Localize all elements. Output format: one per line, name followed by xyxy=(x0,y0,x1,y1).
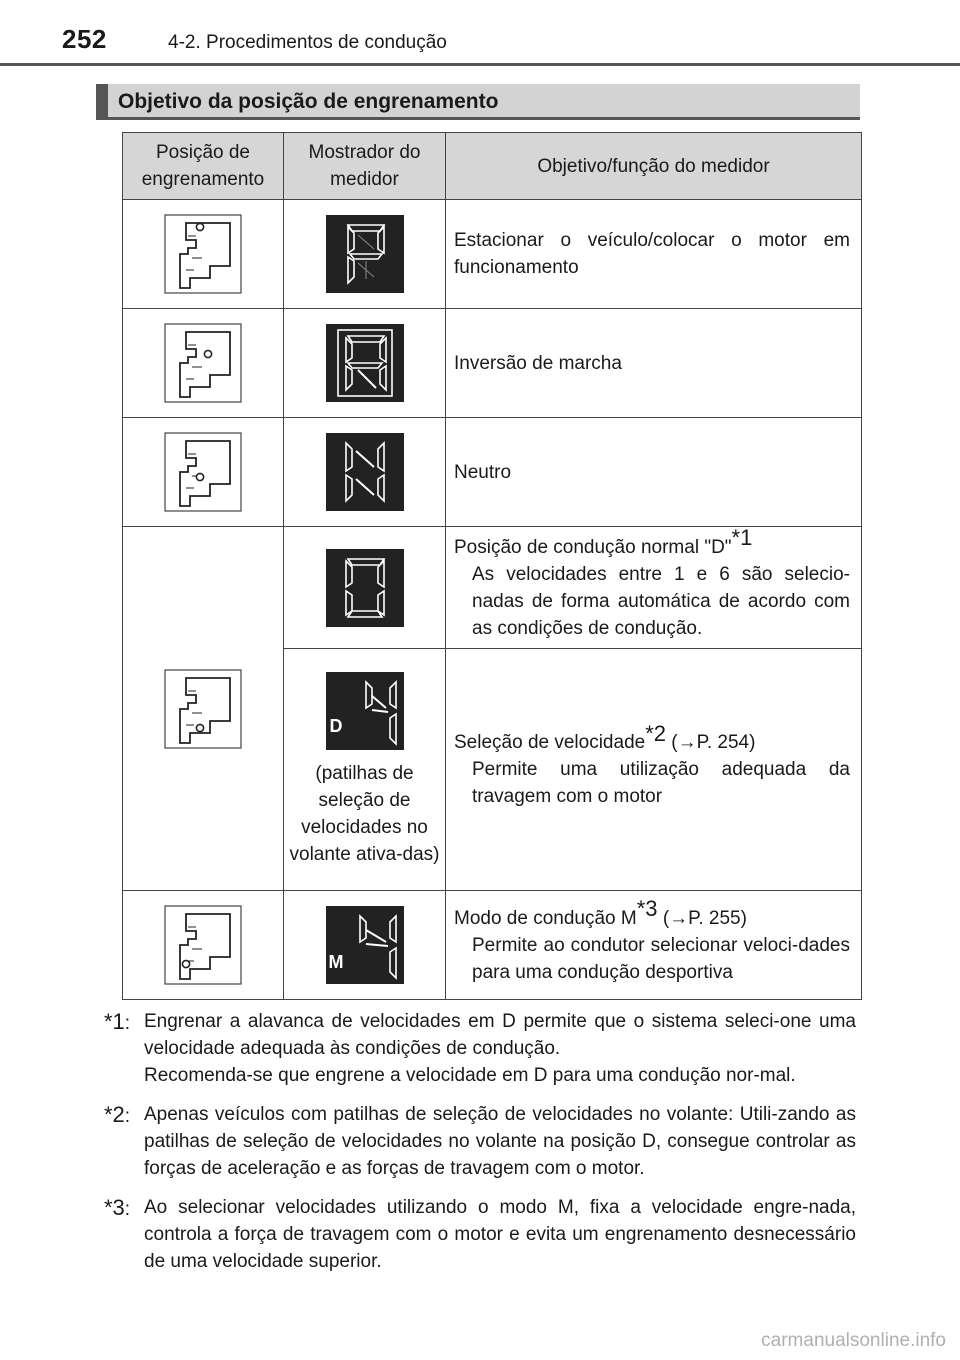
shift-gate-p-icon xyxy=(164,214,242,294)
row-d4-description xyxy=(446,649,862,891)
section-title: Objetivo da posição de engrenamento xyxy=(118,90,499,113)
footnote-3: *3: Ao selecionar velocidades utilizando o modo M, fixa a velocidade engre-nada, controla a força de travagem com o motor e evita um engrenamento desnecessário de uma velocidade superior. xyxy=(104,1194,856,1275)
footnote-ref-2: *2 xyxy=(645,720,666,746)
row-m-description xyxy=(446,891,862,1000)
row-d4-detail: Permite uma utilização adequada da travagem com o motor xyxy=(472,759,850,807)
page-number: 252 xyxy=(62,24,107,54)
shift-gate-d-icon xyxy=(164,669,242,749)
row-d4-title: Seleção de velocidade xyxy=(454,732,646,753)
footnote-ref-1: *1 xyxy=(731,525,753,551)
table-row xyxy=(123,891,862,1000)
footnotes xyxy=(104,1008,856,1287)
footnote-1-paragraph: Engrenar a alavanca de velocidades em D permite que o sistema seleci-one uma velocidade adequada às condições de condução. xyxy=(144,1011,856,1059)
shift-gate-m-icon xyxy=(164,905,242,985)
display-prefix-m: M xyxy=(328,952,344,972)
table-row xyxy=(123,527,862,649)
header-position: Posição de engrenamento xyxy=(123,133,284,200)
row-d-description xyxy=(446,527,862,649)
row-d4-page-ref: (→P. 254) xyxy=(671,732,756,753)
row-d-detail: As velocidades entre 1 e 6 são selecio-nadas de forma automática de acordo com as condições de condução. xyxy=(472,563,850,639)
footnote-2-paragraph: Apenas veículos com patilhas de seleção de velocidades no volante: Utili-zando as patilhas de seleção de velocidades no volante na posição D, consegue controlar as forças de aceleração e as forças de travagem com o motor. xyxy=(144,1104,856,1179)
footnote-mark-2: *2 xyxy=(104,1102,125,1127)
footnote-2: *2: Apenas veículos com patilhas de seleção de velocidades no volante: Utili-zando as patilhas de seleção de velocidades no volante na posição D, consegue controlar as forças de aceleração e as forças de travagem com o motor. xyxy=(104,1101,856,1182)
gear-display-d4-icon xyxy=(326,672,404,750)
footnote-3-paragraph: Ao selecionar velocidades utilizando o modo M, fixa a velocidade engre-nada, controla a força de travagem com o motor e evita um engrenamento desnecessário de uma velocidade superior. xyxy=(144,1197,856,1272)
row-m-page-ref: (→P. 255) xyxy=(662,907,747,929)
shift-gate-r-icon xyxy=(164,323,242,403)
footnote-1: *1: Engrenar a alavanca de velocidades em D permite que o sistema seleci-one uma velocidade adequada às condições de condução. Recomenda-se que engrene a velocidade em D para uma condução nor-mal. xyxy=(104,1008,856,1089)
footnote-1-paragraph: Recomenda-se que engrene a velocidade em D para uma condução nor-mal. xyxy=(144,1065,796,1086)
gear-display-p-icon xyxy=(326,215,404,293)
shift-gate-n-icon xyxy=(164,432,242,512)
footnote-mark-1: *1 xyxy=(104,1009,125,1034)
gear-position-table xyxy=(122,132,862,1000)
row-p-description: Estacionar o veículo/colocar o motor em funcionamento xyxy=(446,200,862,309)
header-function: Objetivo/função do medidor xyxy=(446,133,862,200)
display-prefix-d: D xyxy=(329,715,343,736)
footnote-ref-3: *3 xyxy=(636,896,658,922)
row-d-title: Posição de condução normal "D" xyxy=(454,536,732,558)
gear-display-n-icon xyxy=(326,433,404,511)
table-row xyxy=(123,418,862,527)
header-rule xyxy=(0,63,960,66)
row-m-detail: Permite ao condutor selecionar veloci-dades para uma condução desportiva xyxy=(472,934,850,983)
footnote-mark-3: *3 xyxy=(104,1195,125,1220)
table-row xyxy=(123,200,862,309)
row-r-description: Inversão de marcha xyxy=(446,309,862,418)
section-heading-bar xyxy=(96,84,860,120)
gear-display-m4-icon xyxy=(326,906,404,984)
row-m-title: Modo de condução M xyxy=(454,907,637,929)
watermark: carmanualsonline.info xyxy=(761,1330,946,1351)
row-n-description: Neutro xyxy=(446,418,862,527)
paddle-note: (patilhas de seleção de velocidades no volante ativa-das) xyxy=(289,762,440,865)
header-display: Mostrador do medidor xyxy=(284,133,446,200)
gear-display-r-icon xyxy=(326,324,404,402)
table-row xyxy=(123,309,862,418)
chapter-title: 4-2. Procedimentos de condução xyxy=(168,32,447,53)
gear-display-d-icon xyxy=(326,549,404,627)
table-header-row xyxy=(123,133,862,200)
